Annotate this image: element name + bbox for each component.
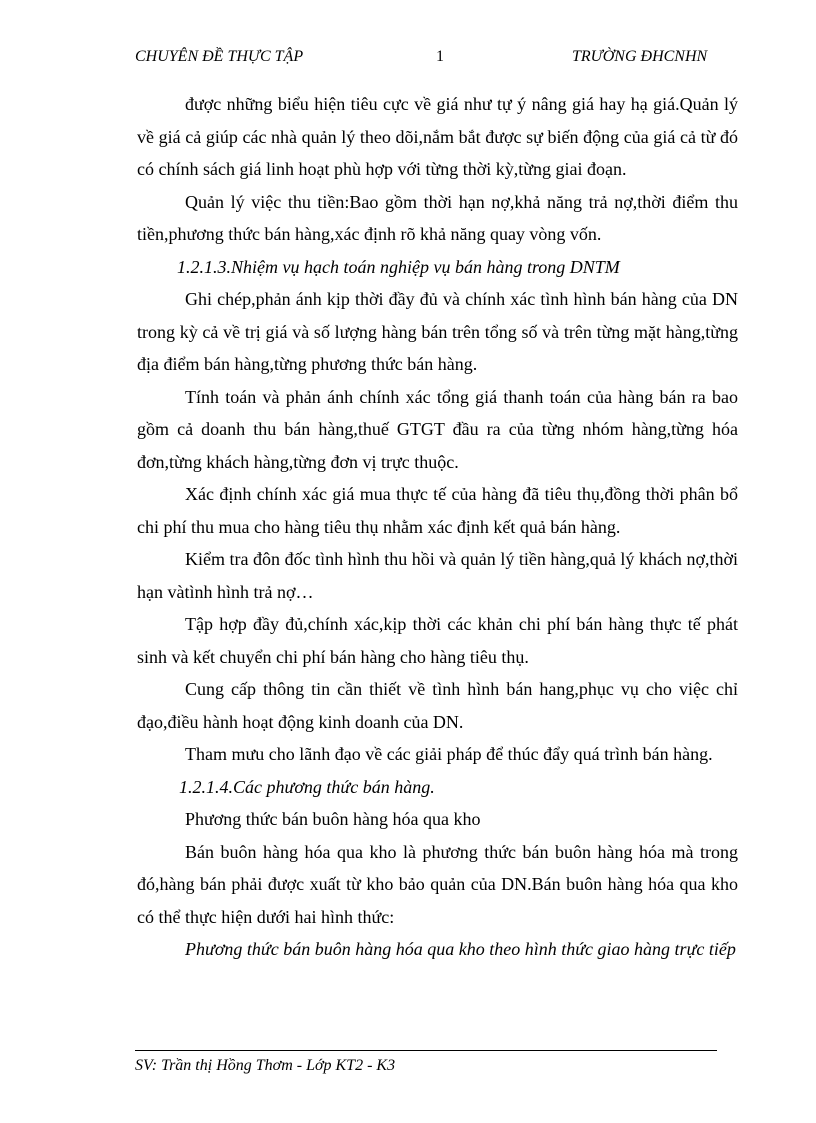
- header-school: TRƯỜNG ĐHCNHN: [572, 48, 708, 65]
- paragraph: Phương thức bán buôn hàng hóa qua kho: [185, 809, 481, 829]
- paragraph: Bán buôn hàng hóa qua kho là phương thức bán buôn hàng hóa mà trong đó,hàng bán phải được xuất từ kho bảo quản của DN.Bán buôn hàng hóa qua kho có thể thực hiện dưới hai hình thức:: [137, 841, 738, 927]
- paragraph: được những biểu hiện tiêu cực về giá như tự ý nâng giá hay hạ giá.Quản lý về giá cả giúp các nhà quản lý theo dõi,nắm bắt được sự biến động của giá cả từ đó có chính sách giá linh hoạt phù hợp với từng thời kỳ,từng giai đoạn.: [137, 94, 738, 179]
- paragraph: Tập hợp đầy đủ,chính xác,kịp thời các khản chi phí bán hàng thực tế phát sinh và kết chuyển chi phí bán hàng cho hàng tiêu thụ.: [137, 614, 738, 667]
- paragraph: Cung cấp thông tin cần thiết về tình hình bán hang,phục vụ cho việc chỉ đạo,điều hành hoạt động kinh doanh của DN.: [137, 679, 738, 732]
- italic-paragraph: Phương thức bán buôn hàng hóa qua kho theo hình thức giao hàng trực tiếp: [185, 939, 736, 959]
- footer-author: SV: Trần thị Hồng Thơm - Lớp KT2 - K3: [135, 1057, 396, 1074]
- paragraph: Quản lý việc thu tiền:Bao gồm thời hạn nợ,khả năng trả nợ,thời điểm thu tiền,phương thức bán hàng,xác định rõ khả năng quay vòng vốn.: [137, 191, 738, 244]
- section-heading: 1.2.1.4.Các phương thức bán hàng.: [179, 776, 435, 797]
- footer-divider: [135, 1050, 717, 1051]
- paragraph: Ghi chép,phản ánh kịp thời đầy đủ và chính xác tình hình bán hàng của DN trong kỳ cả về trị giá và số lượng hàng bán trên tổng số và trên từng mặt hàng,từng địa điểm bán hàng,từng phương thức bán hàng.: [137, 289, 738, 374]
- paragraph: Xác định chính xác giá mua thực tế của hàng đã tiêu thụ,đồng thời phân bổ chi phí thu mua cho hàng tiêu thụ nhằm xác định kết quả bán hàng.: [137, 484, 738, 537]
- paragraph: Tham mưu cho lãnh đạo về các giải pháp để thúc đẩy quá trình bán hàng.: [185, 744, 713, 764]
- section-heading: 1.2.1.3.Nhiệm vụ hạch toán nghiệp vụ bán hàng trong DNTM: [177, 256, 620, 277]
- page-number: 1: [436, 48, 444, 65]
- paragraph: Kiểm tra đôn đốc tình hình thu hồi và quản lý tiền hàng,quả lý khách nợ,thời hạn vàtình hình trả nợ…: [137, 549, 738, 602]
- paragraph: Tính toán và phản ánh chính xác tổng giá thanh toán của hàng bán ra bao gồm cả doanh thu bán hàng,thuế GTGT đầu ra của từng nhóm hàng,từng hóa đơn,từng khách hàng,từng đơn vị trực thuộc.: [137, 386, 738, 472]
- document-body: [137, 88, 738, 966]
- header-title: CHUYÊN ĐỀ THỰC TẬP: [135, 48, 304, 65]
